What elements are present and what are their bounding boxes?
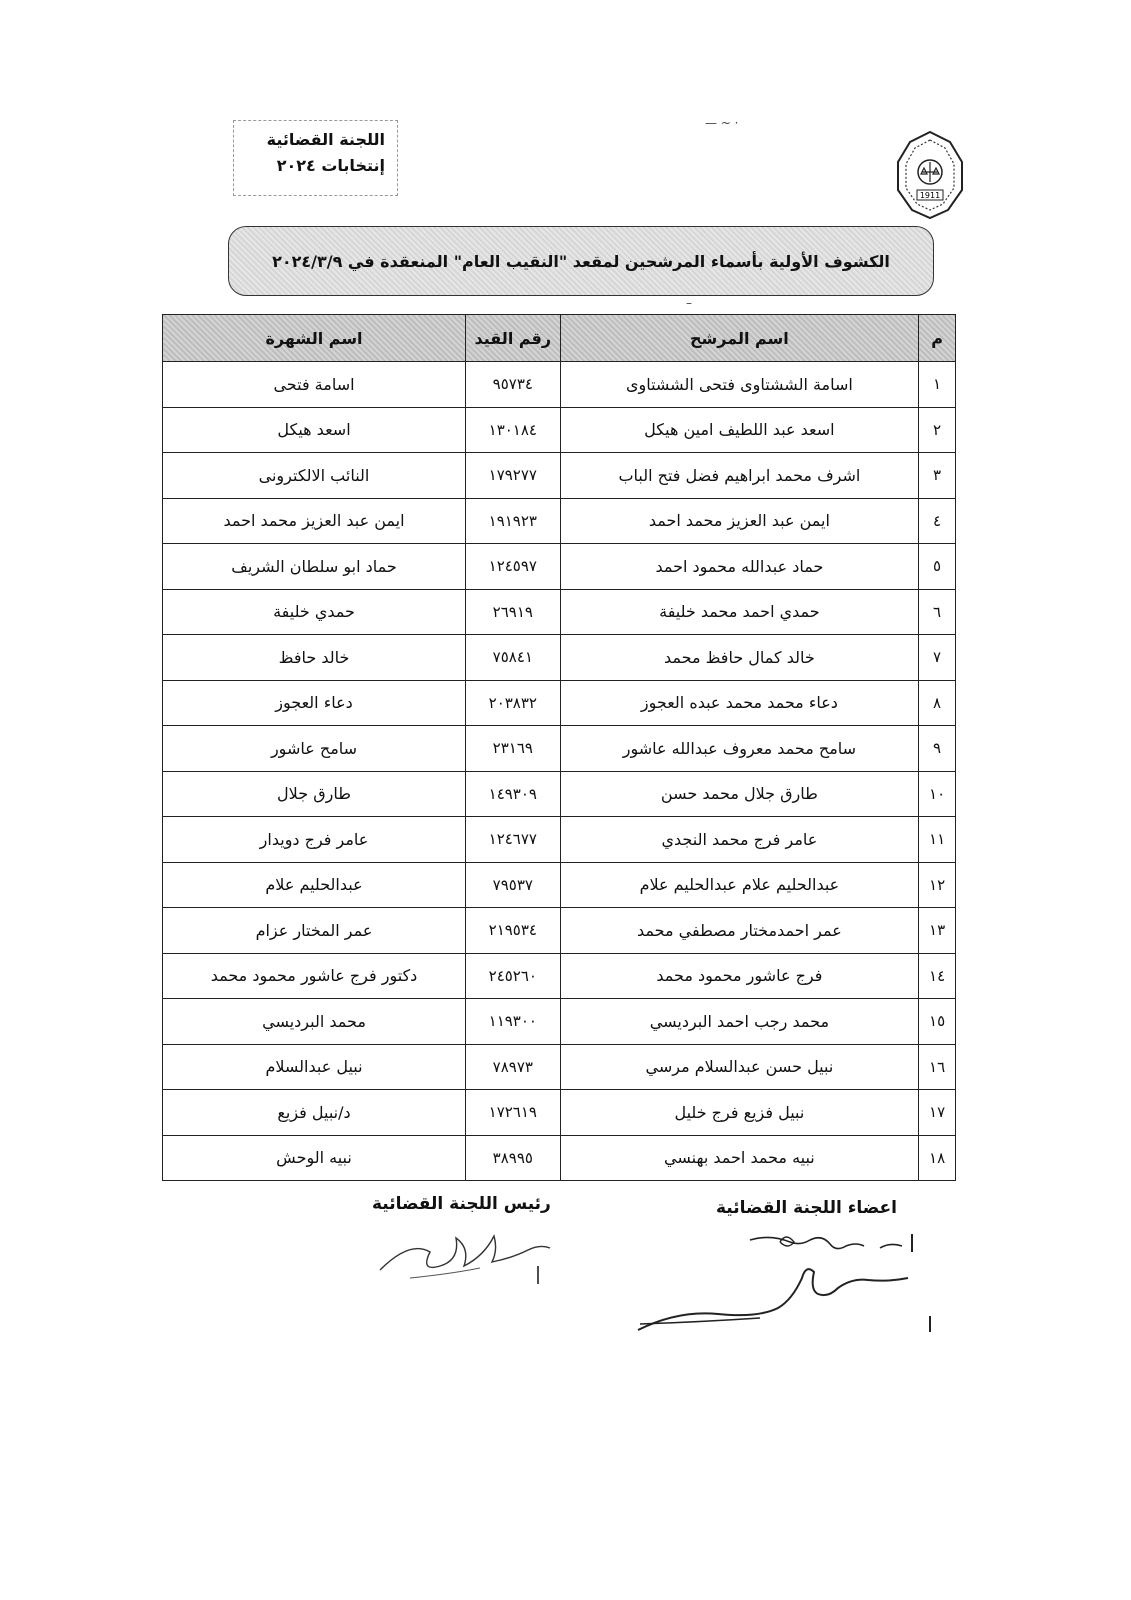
candidate-name: عمر احمدمختار مصطفي محمد <box>560 908 919 954</box>
known-name: حماد ابو سلطان الشريف <box>163 544 466 590</box>
registration-number: ١٣٠١٨٤ <box>466 407 561 453</box>
candidate-name: حماد عبدالله محمود احمد <box>560 544 919 590</box>
registration-number: ٢٠٣٨٣٢ <box>466 680 561 726</box>
committee-name: اللجنة القضائية <box>266 130 385 149</box>
committee-members-title: اعضاء اللجنة القضائية <box>716 1198 897 1218</box>
table-row <box>163 953 956 999</box>
table-row <box>163 908 956 954</box>
candidate-name: عبدالحليم علام عبدالحليم علام <box>560 862 919 908</box>
candidate-name: اسامة الششتاوى فتحى الششتاوى <box>560 362 919 408</box>
table-row <box>163 589 956 635</box>
row-index: ١٠ <box>919 771 956 817</box>
table-row <box>163 999 956 1045</box>
row-index: ٢ <box>919 407 956 453</box>
known-name: سامح عاشور <box>163 726 466 772</box>
known-name: دكتور فرج عاشور محمود محمد <box>163 953 466 999</box>
candidate-name: محمد رجب احمد البرديسي <box>560 999 919 1045</box>
known-name: خالد حافظ <box>163 635 466 681</box>
known-name: نبيه الوحش <box>163 1135 466 1181</box>
registration-number: ٣٨٩٩٥ <box>466 1135 561 1181</box>
row-index: ١٥ <box>919 999 956 1045</box>
registration-number: ٧٥٨٤١ <box>466 635 561 681</box>
candidate-name: فرج عاشور محمود محمد <box>560 953 919 999</box>
known-name: حمدي خليفة <box>163 589 466 635</box>
registration-number: ١١٩٣٠٠ <box>466 999 561 1045</box>
registration-number: ٢١٩٥٣٤ <box>466 908 561 954</box>
member-signatures <box>630 1220 940 1350</box>
candidate-name: طارق جلال محمد حسن <box>560 771 919 817</box>
candidate-name: نبيه محمد احمد بهنسي <box>560 1135 919 1181</box>
header-index: م <box>919 315 956 362</box>
table-row <box>163 362 956 408</box>
title-banner <box>228 226 934 296</box>
known-name: د/نبيل فزيع <box>163 1090 466 1136</box>
candidate-name: عامر فرج محمد النجدي <box>560 817 919 863</box>
svg-text:1911: 1911 <box>919 191 941 200</box>
candidates-table <box>162 314 956 1181</box>
known-name: محمد البرديسي <box>163 999 466 1045</box>
registration-number: ٢٣١٦٩ <box>466 726 561 772</box>
header-known-name: اسم الشهرة <box>163 315 466 362</box>
table-row <box>163 680 956 726</box>
scan-mark: – <box>686 296 692 310</box>
table-header-row <box>163 315 956 362</box>
registration-number: ٢٤٥٢٦٠ <box>466 953 561 999</box>
row-index: ١١ <box>919 817 956 863</box>
known-name: دعاء العجوز <box>163 680 466 726</box>
table-row <box>163 635 956 681</box>
committee-label-box <box>233 120 398 196</box>
known-name: عامر فرج دويدار <box>163 817 466 863</box>
candidate-name: خالد كمال حافظ محمد <box>560 635 919 681</box>
table-body <box>163 362 956 1181</box>
table-row <box>163 726 956 772</box>
table-row <box>163 498 956 544</box>
row-index: ١٢ <box>919 862 956 908</box>
registration-number: ١٧٩٢٧٧ <box>466 453 561 499</box>
known-name: عمر المختار عزام <box>163 908 466 954</box>
header-candidate-name: اسم المرشح <box>560 315 919 362</box>
registration-number: ١٢٤٦٧٧ <box>466 817 561 863</box>
registration-number: ٩٥٧٣٤ <box>466 362 561 408</box>
row-index: ١ <box>919 362 956 408</box>
candidate-name: دعاء محمد محمد عبده العجوز <box>560 680 919 726</box>
row-index: ٩ <box>919 726 956 772</box>
table-row <box>163 1135 956 1181</box>
table-row <box>163 817 956 863</box>
registration-number: ١٤٩٣٠٩ <box>466 771 561 817</box>
candidate-name: حمدي احمد محمد خليفة <box>560 589 919 635</box>
table-row <box>163 862 956 908</box>
row-index: ٦ <box>919 589 956 635</box>
registration-number: ١٩١٩٢٣ <box>466 498 561 544</box>
table-row <box>163 544 956 590</box>
candidate-name: اشرف محمد ابراهيم فضل فتح الباب <box>560 453 919 499</box>
candidate-name: نبيل فزيع فرج خليل <box>560 1090 919 1136</box>
known-name: طارق جلال <box>163 771 466 817</box>
candidate-name: نبيل حسن عبدالسلام مرسي <box>560 1044 919 1090</box>
election-year: إنتخابات ٢٠٢٤ <box>276 156 385 175</box>
registration-number: ٧٩٥٣٧ <box>466 862 561 908</box>
candidate-name: ايمن عبد العزيز محمد احمد <box>560 498 919 544</box>
registration-number: ١٢٤٥٩٧ <box>466 544 561 590</box>
chair-signature <box>370 1220 560 1300</box>
row-index: ٣ <box>919 453 956 499</box>
row-index: ٧ <box>919 635 956 681</box>
known-name: اسامة فتحى <box>163 362 466 408</box>
committee-chair-title: رئيس اللجنة القضائية <box>372 1194 551 1214</box>
known-name: اسعد هيكل <box>163 407 466 453</box>
scan-mark: — ~ · <box>705 116 739 130</box>
row-index: ١٧ <box>919 1090 956 1136</box>
page-title: الكشوف الأولية بأسماء المرشحين لمقعد "النقيب العام" المنعقدة في ٢٠٢٤/٣/٩ <box>272 251 890 271</box>
registration-number: ٢٦٩١٩ <box>466 589 561 635</box>
table-row <box>163 771 956 817</box>
table-row <box>163 453 956 499</box>
row-index: ١٣ <box>919 908 956 954</box>
row-index: ١٤ <box>919 953 956 999</box>
header-registration-number: رقم القيد <box>466 315 561 362</box>
row-index: ١٨ <box>919 1135 956 1181</box>
row-index: ٥ <box>919 544 956 590</box>
table-row <box>163 1044 956 1090</box>
known-name: النائب الالكترونى <box>163 453 466 499</box>
candidate-name: سامح محمد معروف عبدالله عاشور <box>560 726 919 772</box>
table-row <box>163 1090 956 1136</box>
known-name: ايمن عبد العزيز محمد احمد <box>163 498 466 544</box>
row-index: ٤ <box>919 498 956 544</box>
registration-number: ٧٨٩٧٣ <box>466 1044 561 1090</box>
registration-number: ١٧٢٦١٩ <box>466 1090 561 1136</box>
known-name: عبدالحليم علام <box>163 862 466 908</box>
row-index: ٨ <box>919 680 956 726</box>
bar-association-seal <box>888 128 972 222</box>
row-index: ١٦ <box>919 1044 956 1090</box>
candidate-name: اسعد عبد اللطيف امين هيكل <box>560 407 919 453</box>
known-name: نبيل عبدالسلام <box>163 1044 466 1090</box>
table-row <box>163 407 956 453</box>
